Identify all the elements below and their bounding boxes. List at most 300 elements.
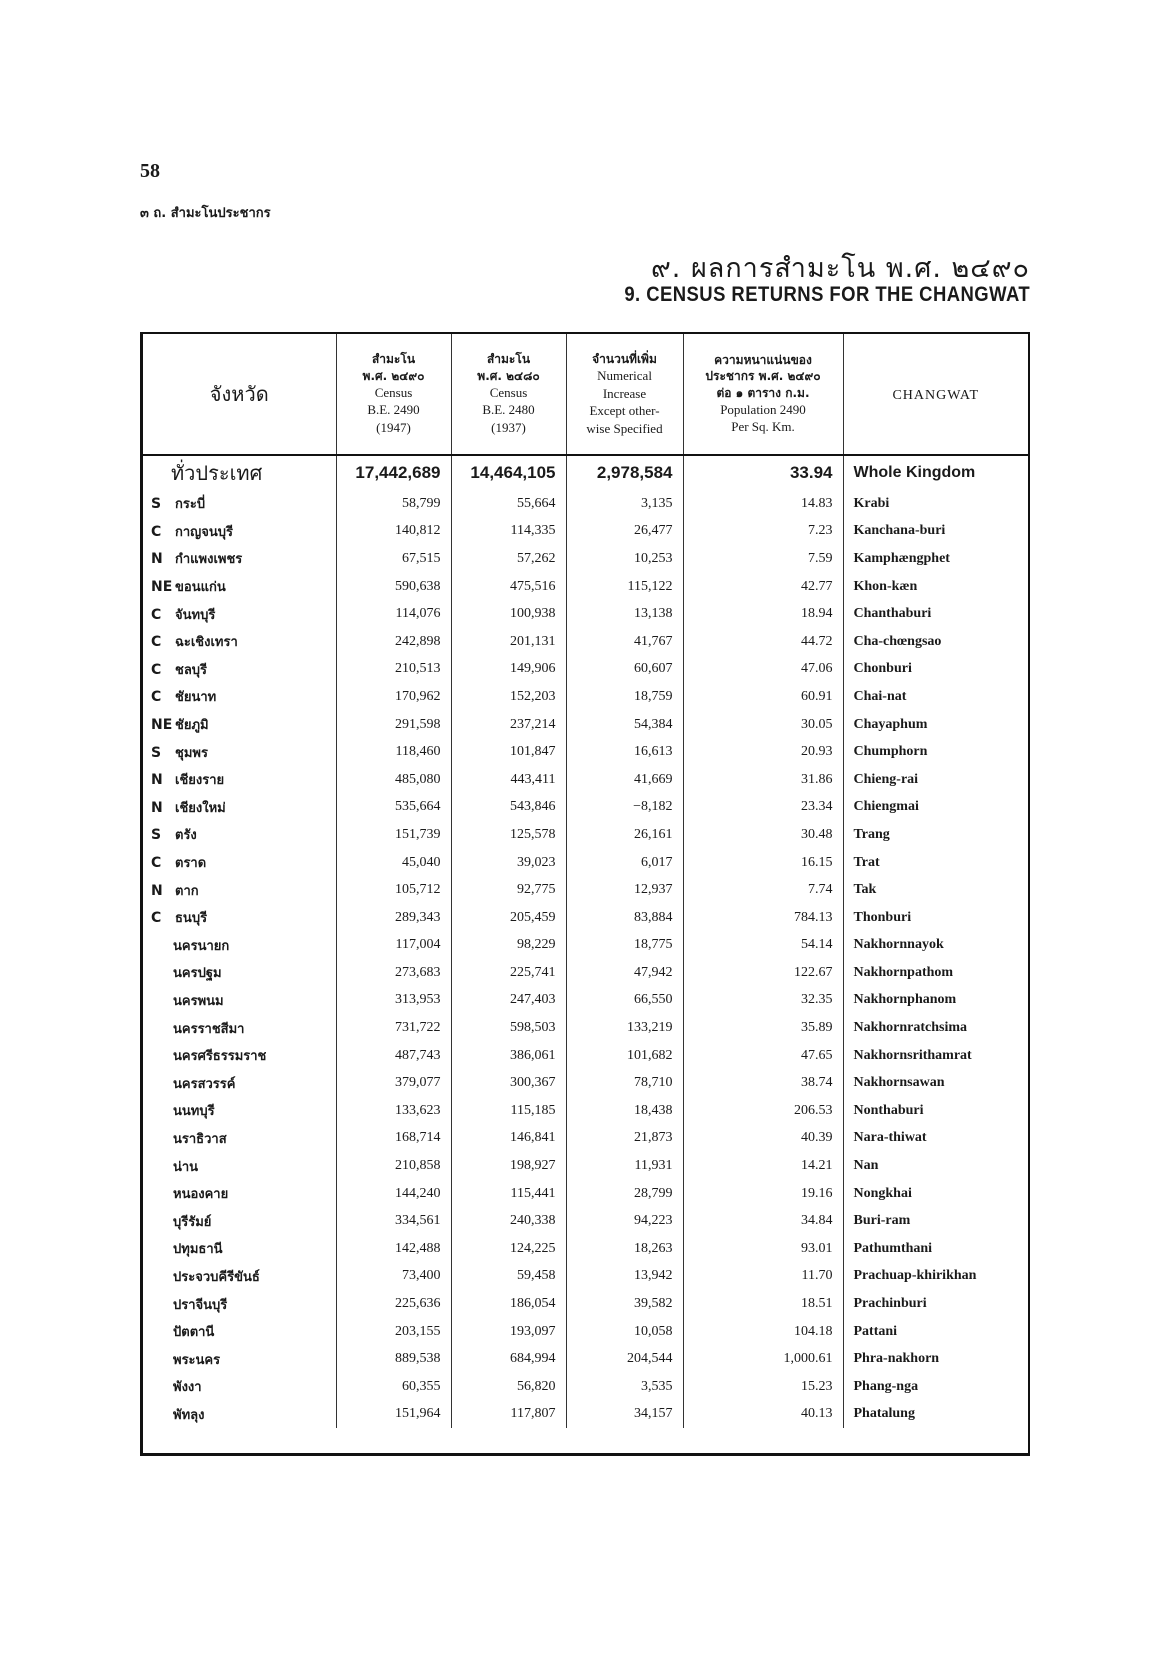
density-cell: 20.93 — [683, 738, 843, 766]
table-row — [143, 794, 1028, 822]
changwat-thai-label: นครสวรรค์ — [173, 1076, 236, 1092]
changwat-english-cell: Prachinburi — [843, 1290, 1028, 1318]
density-cell: 104.18 — [683, 1318, 843, 1346]
changwat-thai-label: นราธิวาส — [173, 1131, 227, 1147]
table-row — [143, 600, 1028, 628]
table-title-english: 9. CENSUS RETURNS FOR THE CHANGWAT — [624, 283, 1030, 306]
header-census-1947: สำมะโน พ.ศ. ๒๔๙๐ Census B.E. 2490 (1947) — [336, 334, 451, 455]
header-numerical-increase: จำนวนที่เพิ่ม Numerical Increase Except other- wise Specified — [566, 334, 683, 455]
changwat-thai-cell — [143, 1345, 336, 1373]
changwat-english-cell: Nakhornpathom — [843, 959, 1028, 987]
changwat-thai-cell — [143, 683, 336, 711]
table-row — [143, 1180, 1028, 1208]
increase-cell: 18,263 — [566, 1235, 683, 1263]
changwat-thai-label: กาญจนบุรี — [175, 524, 233, 540]
census-1937-cell: 115,185 — [451, 1097, 566, 1125]
total-increase: 2,978,584 — [566, 455, 683, 490]
increase-cell: 10,253 — [566, 545, 683, 573]
changwat-thai-cell — [143, 959, 336, 987]
table-row — [143, 738, 1028, 766]
changwat-thai-label: จันทบุรี — [175, 607, 216, 623]
table-row — [143, 1235, 1028, 1263]
density-cell: 23.34 — [683, 794, 843, 822]
region-marker: N — [151, 772, 163, 789]
census-1937-cell: 152,203 — [451, 683, 566, 711]
total-density: 33.94 — [683, 455, 843, 490]
census-1937-cell: 149,906 — [451, 656, 566, 684]
census-1937-cell: 386,061 — [451, 1042, 566, 1070]
changwat-english-cell: Prachuap-khirikhan — [843, 1263, 1028, 1291]
census-1937-cell: 475,516 — [451, 573, 566, 601]
changwat-thai-cell — [143, 1152, 336, 1180]
census-1937-cell: 98,229 — [451, 932, 566, 960]
changwat-thai-cell — [143, 1042, 336, 1070]
census-1947-cell: 117,004 — [336, 932, 451, 960]
increase-cell: 101,682 — [566, 1042, 683, 1070]
increase-cell: 47,942 — [566, 959, 683, 987]
census-1947-cell: 73,400 — [336, 1263, 451, 1291]
changwat-english-cell: Chai-nat — [843, 683, 1028, 711]
changwat-thai-label: กำแพงเพชร — [175, 552, 243, 568]
density-cell: 11.70 — [683, 1263, 843, 1291]
changwat-english-cell: Pattani — [843, 1318, 1028, 1346]
changwat-thai-cell — [143, 1263, 336, 1291]
changwat-thai-label: ชัยภูมิ — [175, 718, 209, 734]
changwat-english-cell: Chanthaburi — [843, 600, 1028, 628]
changwat-english-cell: Chonburi — [843, 656, 1028, 684]
census-1947-cell: 45,040 — [336, 849, 451, 877]
header-changwat-english: CHANGWAT — [843, 334, 1028, 455]
census-1947-cell: 535,664 — [336, 794, 451, 822]
changwat-english-cell: Chumphorn — [843, 738, 1028, 766]
changwat-thai-cell — [143, 600, 336, 628]
changwat-english-cell: Phatalung — [843, 1401, 1028, 1429]
table-row — [143, 1152, 1028, 1180]
table-title-thai: ๙. ผลการสำมะโน พ.ศ. ๒๔๙๐ — [651, 253, 1030, 284]
increase-cell: 11,931 — [566, 1152, 683, 1180]
census-1937-cell: 598,503 — [451, 1014, 566, 1042]
census-1947-cell: 133,623 — [336, 1097, 451, 1125]
changwat-english-cell: Tak — [843, 876, 1028, 904]
changwat-english-cell: Nongkhai — [843, 1180, 1028, 1208]
census-1947-cell: 168,714 — [336, 1125, 451, 1153]
census-1947-cell: 225,636 — [336, 1290, 451, 1318]
census-1937-cell: 198,927 — [451, 1152, 566, 1180]
changwat-thai-label: ขอนแก่น — [175, 580, 226, 596]
changwat-thai-cell — [143, 656, 336, 684]
census-1937-cell: 205,459 — [451, 904, 566, 932]
region-marker: NE — [151, 579, 173, 596]
census-1937-cell: 240,338 — [451, 1207, 566, 1235]
increase-cell: 10,058 — [566, 1318, 683, 1346]
region-marker: N — [151, 799, 163, 816]
changwat-thai-label: ปราจีนบุรี — [173, 1297, 228, 1313]
increase-cell: 94,223 — [566, 1207, 683, 1235]
table-row — [143, 545, 1028, 573]
census-1937-cell: 193,097 — [451, 1318, 566, 1346]
total-census-1937: 14,464,105 — [451, 455, 566, 490]
density-cell: 44.72 — [683, 628, 843, 656]
changwat-thai-label: นครพนม — [173, 993, 224, 1009]
census-1937-cell: 684,994 — [451, 1345, 566, 1373]
changwat-thai-label: ชุมพร — [175, 745, 208, 761]
changwat-english-cell: Krabi — [843, 490, 1028, 518]
changwat-english-cell: Phra-nakhorn — [843, 1345, 1028, 1373]
census-1937-cell: 146,841 — [451, 1125, 566, 1153]
changwat-thai-label: เชียงใหม่ — [175, 800, 226, 816]
total-thai: ทั่วประเทศ — [171, 461, 263, 485]
density-cell: 54.14 — [683, 932, 843, 960]
changwat-thai-label: บุรีรัมย์ — [173, 1214, 212, 1230]
density-cell: 7.59 — [683, 545, 843, 573]
changwat-thai-cell — [143, 490, 336, 518]
census-1937-cell: 55,664 — [451, 490, 566, 518]
changwat-english-cell: Cha-chœngsao — [843, 628, 1028, 656]
density-cell: 34.84 — [683, 1207, 843, 1235]
census-table-frame — [140, 332, 1030, 1456]
density-cell: 7.74 — [683, 876, 843, 904]
census-1947-cell: 273,683 — [336, 959, 451, 987]
region-marker: C — [151, 661, 162, 678]
density-cell: 32.35 — [683, 987, 843, 1015]
table-row — [143, 1263, 1028, 1291]
changwat-english-cell: Kanchana-buri — [843, 518, 1028, 546]
increase-cell: 83,884 — [566, 904, 683, 932]
census-1947-cell: 210,513 — [336, 656, 451, 684]
changwat-english-cell: Trat — [843, 849, 1028, 877]
census-table — [143, 334, 1028, 1428]
table-row — [143, 518, 1028, 546]
table-row — [143, 1125, 1028, 1153]
region-marker: N — [151, 882, 163, 899]
region-marker: C — [151, 910, 162, 927]
changwat-thai-cell — [143, 628, 336, 656]
density-cell: 7.23 — [683, 518, 843, 546]
increase-cell: 13,138 — [566, 600, 683, 628]
changwat-thai-label: ปัตตานี — [173, 1325, 215, 1341]
census-1937-cell: 57,262 — [451, 545, 566, 573]
census-1937-cell: 125,578 — [451, 821, 566, 849]
header-row — [143, 334, 1028, 455]
changwat-english-cell: Kamphængphet — [843, 545, 1028, 573]
changwat-thai-label: เชียงราย — [175, 773, 225, 789]
changwat-thai-label: พระนคร — [173, 1352, 221, 1368]
changwat-thai-cell — [143, 1125, 336, 1153]
table-row — [143, 1373, 1028, 1401]
region-marker: S — [151, 496, 162, 513]
changwat-thai-cell — [143, 794, 336, 822]
table-row — [143, 987, 1028, 1015]
changwat-thai-cell — [143, 876, 336, 904]
density-cell: 42.77 — [683, 573, 843, 601]
density-cell: 31.86 — [683, 766, 843, 794]
changwat-thai-label: นนทบุรี — [173, 1104, 215, 1120]
changwat-thai-cell — [143, 738, 336, 766]
density-cell: 122.67 — [683, 959, 843, 987]
increase-cell: 54,384 — [566, 711, 683, 739]
table-row — [143, 1401, 1028, 1429]
census-1947-cell: 118,460 — [336, 738, 451, 766]
census-1947-cell: 731,722 — [336, 1014, 451, 1042]
changwat-english-cell: Nan — [843, 1152, 1028, 1180]
increase-cell: 26,161 — [566, 821, 683, 849]
density-cell: 14.21 — [683, 1152, 843, 1180]
region-marker: N — [151, 551, 163, 568]
changwat-english-cell: Chieng-rai — [843, 766, 1028, 794]
census-1937-cell: 39,023 — [451, 849, 566, 877]
increase-cell: 13,942 — [566, 1263, 683, 1291]
changwat-thai-label: ตราด — [175, 856, 207, 872]
changwat-thai-label: ชลบุรี — [175, 662, 208, 678]
table-row — [143, 490, 1028, 518]
census-1937-cell: 117,807 — [451, 1401, 566, 1429]
increase-cell: 18,775 — [566, 932, 683, 960]
changwat-english-cell: Nara-thiwat — [843, 1125, 1028, 1153]
section-label: ๓ ถ. สำมะโนประชากร — [140, 206, 271, 221]
changwat-english-cell: Chayaphum — [843, 711, 1028, 739]
increase-cell: −8,182 — [566, 794, 683, 822]
density-cell: 30.48 — [683, 821, 843, 849]
changwat-thai-cell — [143, 573, 336, 601]
changwat-thai-cell — [143, 1207, 336, 1235]
header-population-density: ความหนาแน่นของ ประชากร พ.ศ. ๒๔๙๐ ต่อ ๑ ตาราง ก.ม. Population 2490 Per Sq. Km. — [683, 334, 843, 455]
changwat-thai-label: ธนบุรี — [175, 911, 208, 927]
increase-cell: 41,669 — [566, 766, 683, 794]
changwat-thai-cell — [143, 1014, 336, 1042]
census-1937-cell: 186,054 — [451, 1290, 566, 1318]
changwat-thai-cell — [143, 711, 336, 739]
increase-cell: 26,477 — [566, 518, 683, 546]
density-cell: 40.39 — [683, 1125, 843, 1153]
density-cell: 784.13 — [683, 904, 843, 932]
census-1947-cell: 291,598 — [336, 711, 451, 739]
density-cell: 1,000.61 — [683, 1345, 843, 1373]
increase-cell: 18,759 — [566, 683, 683, 711]
changwat-thai-label: นครราชสีมา — [173, 1021, 245, 1037]
table-row — [143, 683, 1028, 711]
changwat-thai-cell — [143, 518, 336, 546]
density-cell: 47.06 — [683, 656, 843, 684]
increase-cell: 3,535 — [566, 1373, 683, 1401]
census-1947-cell: 151,964 — [336, 1401, 451, 1429]
census-1937-cell: 225,741 — [451, 959, 566, 987]
table-row — [143, 766, 1028, 794]
changwat-english-cell: Thonburi — [843, 904, 1028, 932]
table-row — [143, 1318, 1028, 1346]
increase-cell: 21,873 — [566, 1125, 683, 1153]
region-marker: C — [151, 523, 162, 540]
changwat-english-cell: Buri-ram — [843, 1207, 1028, 1235]
density-cell: 60.91 — [683, 683, 843, 711]
census-1947-cell: 210,858 — [336, 1152, 451, 1180]
census-1947-cell: 67,515 — [336, 545, 451, 573]
census-1937-cell: 543,846 — [451, 794, 566, 822]
census-1947-cell: 485,080 — [336, 766, 451, 794]
region-marker: C — [151, 689, 162, 706]
census-1937-cell: 92,775 — [451, 876, 566, 904]
increase-cell: 133,219 — [566, 1014, 683, 1042]
increase-cell: 16,613 — [566, 738, 683, 766]
census-1947-cell: 58,799 — [336, 490, 451, 518]
region-marker: NE — [151, 717, 173, 734]
density-cell: 38.74 — [683, 1069, 843, 1097]
density-cell: 35.89 — [683, 1014, 843, 1042]
census-1937-cell: 443,411 — [451, 766, 566, 794]
increase-cell: 115,122 — [566, 573, 683, 601]
census-1947-cell: 144,240 — [336, 1180, 451, 1208]
increase-cell: 66,550 — [566, 987, 683, 1015]
changwat-thai-label: หนองคาย — [173, 1187, 229, 1203]
density-cell: 30.05 — [683, 711, 843, 739]
census-1947-cell: 889,538 — [336, 1345, 451, 1373]
table-row — [143, 1069, 1028, 1097]
total-census-1947: 17,442,689 — [336, 455, 451, 490]
density-cell: 14.83 — [683, 490, 843, 518]
changwat-thai-cell — [143, 545, 336, 573]
changwat-english-cell: Trang — [843, 821, 1028, 849]
changwat-thai-label: พังงา — [173, 1380, 202, 1396]
table-row — [143, 1097, 1028, 1125]
table-row — [143, 876, 1028, 904]
census-1947-cell: 203,155 — [336, 1318, 451, 1346]
census-1947-cell: 114,076 — [336, 600, 451, 628]
density-cell: 47.65 — [683, 1042, 843, 1070]
density-cell: 16.15 — [683, 849, 843, 877]
increase-cell: 60,607 — [566, 656, 683, 684]
increase-cell: 12,937 — [566, 876, 683, 904]
changwat-thai-cell — [143, 1097, 336, 1125]
table-row — [143, 1014, 1028, 1042]
table-row — [143, 1345, 1028, 1373]
region-marker: S — [151, 744, 162, 761]
census-1947-cell: 590,638 — [336, 573, 451, 601]
census-1937-cell: 115,441 — [451, 1180, 566, 1208]
changwat-thai-cell — [143, 1069, 336, 1097]
changwat-thai-cell — [143, 849, 336, 877]
changwat-thai-cell — [143, 1373, 336, 1401]
changwat-thai-label: นครนายก — [173, 938, 230, 954]
density-cell: 93.01 — [683, 1235, 843, 1263]
changwat-english-cell: Nakhornsrithamrat — [843, 1042, 1028, 1070]
changwat-english-cell: Nakhornratchsima — [843, 1014, 1028, 1042]
changwat-english-cell: Pathumthani — [843, 1235, 1028, 1263]
changwat-thai-label: ชัยนาท — [175, 690, 217, 706]
changwat-english-cell: Nakhornsawan — [843, 1069, 1028, 1097]
census-1947-cell: 151,739 — [336, 821, 451, 849]
density-cell: 206.53 — [683, 1097, 843, 1125]
table-row — [143, 821, 1028, 849]
density-cell: 18.94 — [683, 600, 843, 628]
changwat-thai-cell — [143, 987, 336, 1015]
increase-cell: 18,438 — [566, 1097, 683, 1125]
page-number: 58 — [140, 160, 160, 182]
changwat-thai-cell — [143, 1235, 336, 1263]
census-1947-cell: 140,812 — [336, 518, 451, 546]
increase-cell: 78,710 — [566, 1069, 683, 1097]
changwat-english-cell: Nakhornphanom — [843, 987, 1028, 1015]
increase-cell: 6,017 — [566, 849, 683, 877]
census-1937-cell: 237,214 — [451, 711, 566, 739]
density-cell: 40.13 — [683, 1401, 843, 1429]
changwat-thai-label: ประจวบคีรีขันธ์ — [173, 1269, 260, 1285]
increase-cell: 34,157 — [566, 1401, 683, 1429]
table-row — [143, 573, 1028, 601]
changwat-thai-cell — [143, 1401, 336, 1429]
increase-cell: 39,582 — [566, 1290, 683, 1318]
changwat-thai-label: พัทลุง — [173, 1407, 205, 1423]
increase-cell: 204,544 — [566, 1345, 683, 1373]
census-1937-cell: 114,335 — [451, 518, 566, 546]
changwat-thai-label: ปทุมธานี — [173, 1242, 223, 1258]
total-row — [143, 455, 1028, 490]
census-1937-cell: 247,403 — [451, 987, 566, 1015]
table-row — [143, 711, 1028, 739]
census-1937-cell: 56,820 — [451, 1373, 566, 1401]
changwat-english-cell: Nakhornnayok — [843, 932, 1028, 960]
density-cell: 18.51 — [683, 1290, 843, 1318]
changwat-thai-label: น่าน — [173, 1159, 199, 1175]
census-1947-cell: 487,743 — [336, 1042, 451, 1070]
census-1937-cell: 59,458 — [451, 1263, 566, 1291]
changwat-thai-cell — [143, 1318, 336, 1346]
census-1937-cell: 124,225 — [451, 1235, 566, 1263]
census-1947-cell: 142,488 — [336, 1235, 451, 1263]
table-row — [143, 1207, 1028, 1235]
changwat-thai-cell — [143, 932, 336, 960]
changwat-thai-label: นครปฐม — [173, 966, 222, 982]
table-row — [143, 1290, 1028, 1318]
census-1947-cell: 242,898 — [336, 628, 451, 656]
increase-cell: 41,767 — [566, 628, 683, 656]
census-1947-cell: 105,712 — [336, 876, 451, 904]
census-1947-cell: 379,077 — [336, 1069, 451, 1097]
census-1947-cell: 313,953 — [336, 987, 451, 1015]
census-1937-cell: 100,938 — [451, 600, 566, 628]
changwat-thai-label: ฉะเชิงเทรา — [175, 635, 238, 651]
changwat-thai-label: ตรัง — [175, 828, 197, 844]
total-english: Whole Kingdom — [843, 455, 1028, 490]
table-row — [143, 932, 1028, 960]
census-1937-cell: 101,847 — [451, 738, 566, 766]
header-changwat-thai: จังหวัด — [143, 334, 336, 455]
changwat-thai-cell — [143, 1180, 336, 1208]
census-1947-cell: 60,355 — [336, 1373, 451, 1401]
table-row — [143, 959, 1028, 987]
census-1937-cell: 201,131 — [451, 628, 566, 656]
changwat-english-cell: Nonthaburi — [843, 1097, 1028, 1125]
changwat-thai-cell — [143, 821, 336, 849]
table-row — [143, 628, 1028, 656]
region-marker: C — [151, 606, 162, 623]
changwat-thai-cell — [143, 766, 336, 794]
increase-cell: 3,135 — [566, 490, 683, 518]
changwat-english-cell: Khon-kæn — [843, 573, 1028, 601]
density-cell: 15.23 — [683, 1373, 843, 1401]
census-1937-cell: 300,367 — [451, 1069, 566, 1097]
census-1947-cell: 170,962 — [336, 683, 451, 711]
census-1947-cell: 289,343 — [336, 904, 451, 932]
table-row — [143, 849, 1028, 877]
changwat-thai-cell — [143, 1290, 336, 1318]
region-marker: C — [151, 855, 162, 872]
changwat-english-cell: Phang-nga — [843, 1373, 1028, 1401]
census-1947-cell: 334,561 — [336, 1207, 451, 1235]
region-marker: S — [151, 827, 162, 844]
table-row — [143, 656, 1028, 684]
table-row — [143, 904, 1028, 932]
changwat-thai-label: กระบี่ — [175, 497, 206, 513]
table-row — [143, 1042, 1028, 1070]
